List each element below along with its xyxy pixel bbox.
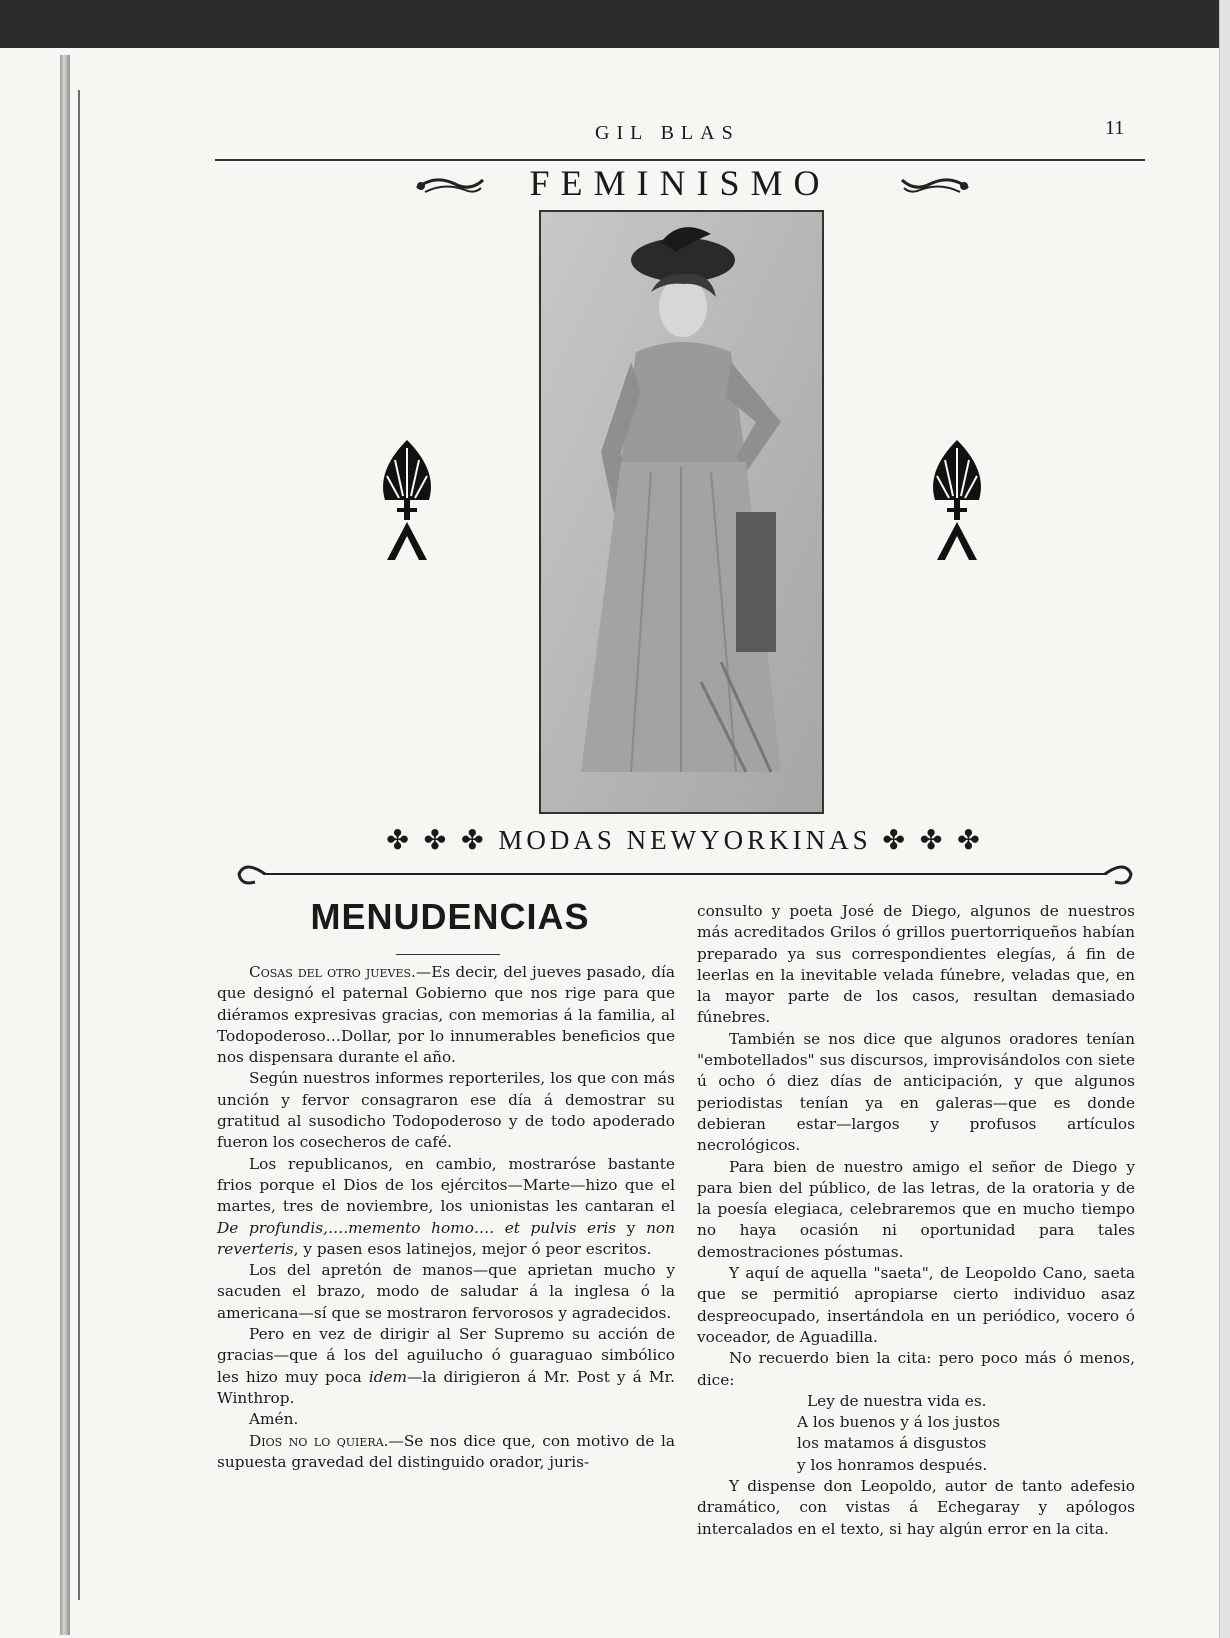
scan-right-edge (1219, 0, 1230, 1638)
paragraph-text: —Se nos dice que, con motivo de la supuesta gravedad del distinguido orador, juris- (217, 1431, 676, 1471)
paragraph-text: , y pasen esos latinejos, mejor ó peor escritos. (293, 1239, 652, 1258)
paragraph-text: Pero en vez de dirigir al Ser Supremo su acción de gracias—que á los del aguilucho ó guaraguao simbólico les hizo muy poca (217, 1325, 675, 1386)
verse-block (697, 1391, 1135, 1476)
paragraph-text: y (616, 1218, 647, 1237)
palmette-ornament-right-icon (927, 440, 987, 565)
article-column-left (217, 962, 675, 1473)
running-header: GIL BLAS (595, 122, 740, 144)
article-column-right (697, 901, 1135, 1540)
photo-caption (340, 825, 1030, 856)
caption-ornament-left: ✤ ✤ ✤ (386, 825, 488, 855)
paragraph (217, 1154, 675, 1260)
paragraph-text: —la dirigieron á Mr. Post y á Mr. Winthrop. (217, 1367, 675, 1407)
lead-in: Cosas del otro jueves. (249, 963, 416, 981)
verse-line: A los buenos y á los justos (797, 1413, 1001, 1432)
paragraph-text (494, 1219, 505, 1237)
paragraph: Amén. (249, 1410, 299, 1429)
latin-phrase: non reverteris (217, 1218, 675, 1258)
palmette-ornament-left-icon (377, 440, 437, 565)
verse-line: Ley de nuestra vida es. (807, 1391, 987, 1410)
article-title: MENUDENCIAS (310, 896, 590, 937)
paragraph-text: —Es decir, del jueves pasado, día que designó el paternal Gobierno que nos rige para que diéramos expresivas gracias, con memorias á la familia, al Todopoderoso…Dollar, por lo innumerables beneficios que nos dispensara durante el año. (217, 963, 675, 1067)
paragraph (217, 1431, 675, 1474)
caption-ornament-right: ✤ ✤ ✤ (882, 825, 984, 855)
binding-spine (60, 55, 70, 1635)
paragraph: No recuerdo bien la cita: pero poco más ó menos, dice: (697, 1349, 1135, 1389)
paragraph: consulto y poeta José de Diego, algunos de nuestros más acreditados Grilos ó grillos puertorriqueños habían preparado ya sus correspondientes elegías, á fin de leerlas en la inevitable velada fúnebre, veladas que, en la mayor parte de los casos, resultan demasiado fúnebres. (697, 902, 1135, 1027)
paragraph: Los del apretón de manos—que aprietan mucho y sacuden el brazo, modo de saludar á la inglesa ó la americana—sí que se mostraron fervorosos y agradecidos. (217, 1261, 675, 1322)
verse-line: los matamos á disgustos (797, 1434, 987, 1453)
fashion-photo (539, 210, 824, 814)
page-number: 11 (1105, 117, 1125, 139)
ornamental-divider (235, 860, 1135, 890)
latin-phrase: De profundis,….memento homo…. (217, 1218, 495, 1237)
lead-in: Dios no lo quiera. (249, 1431, 389, 1450)
verse-line: y los honramos después. (797, 1455, 988, 1474)
paragraph: Según nuestros informes reporteriles, los que con más unción y fervor consagraron ese día á demostrar su gratitud al susodicho Todopoderoso y de todo apoderado fueron los cosecheros de café. (217, 1069, 675, 1152)
caption-text: MODAS NEWYORKINAS (498, 825, 872, 855)
scan-top-edge (0, 0, 1230, 48)
italic-word: idem (368, 1367, 408, 1386)
flourish-right-icon (900, 170, 970, 200)
paragraph: Y dispense don Leopoldo, autor de tanto adefesio dramático, con vistas á Echegaray y apólogos intercalados en el texto, si hay algún error en la cita. (697, 1477, 1135, 1538)
paragraph: Para bien de nuestro amigo el señor de Diego y para bien del público, de las letras, de la oratoria y de la poesía elegiaca, celebraremos que en mucho tiempo no haya ocasión ni oportunidad para tales demostraciones póstumas. (697, 1157, 1135, 1261)
title-rule (396, 954, 500, 955)
section-title: FEMINISMO (529, 163, 831, 203)
latin-phrase: et pulvis eris (504, 1218, 617, 1237)
binding-line (78, 90, 80, 1600)
paragraph: También se nos dice que algunos oradores tenían "embotellados" sus discursos, improvisándolos con siete ú ocho ó diez días de anticipación, y que algunos periodistas tenían ya en galeras—que es donde debieran estar—largos y profusos artículos necrológicos. (697, 1029, 1135, 1155)
header-rule (215, 159, 1145, 161)
paragraph (217, 1324, 675, 1409)
paragraph: Y aquí de aquella "saeta", de Leopoldo Cano, saeta que se permitió apropiarse cierto individuo asaz despreocupado, insertándola en un periódico, vocero ó voceador, de Aguadilla. (697, 1264, 1135, 1346)
paragraph (217, 962, 675, 1068)
paragraph-text: Los republicanos, en cambio, mostraróse bastante frios porque el Dios de los ejércitos—Marte—hizo que el martes, tres de noviembre, los unionistas les cantaran el (217, 1154, 675, 1216)
